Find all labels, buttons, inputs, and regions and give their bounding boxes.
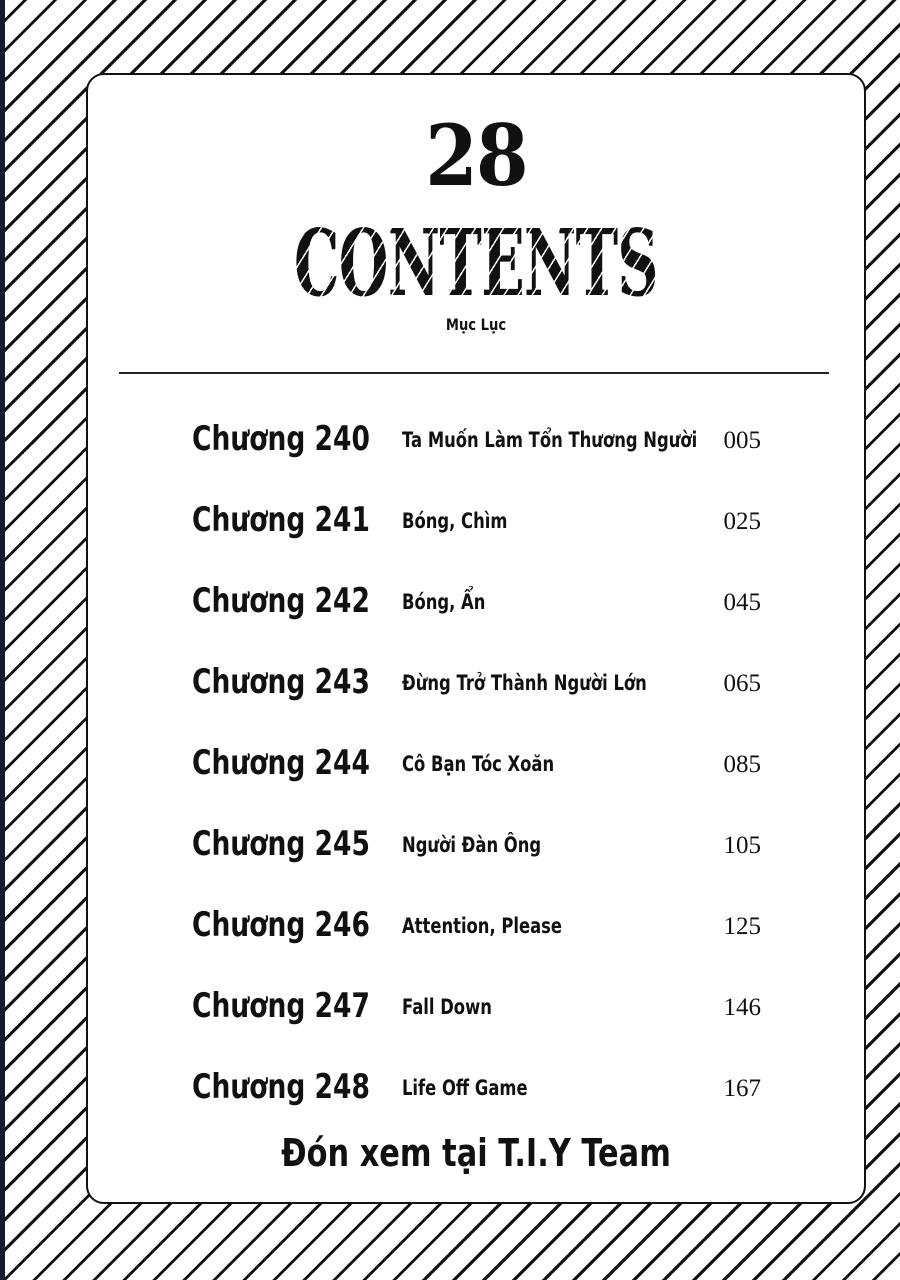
- page-title: CONTENTS: [235, 213, 716, 313]
- toc-entry: [88, 415, 864, 465]
- page-number: 146: [723, 994, 761, 1021]
- chapter-label: Chương 246: [192, 905, 370, 945]
- toc-entry: [88, 901, 864, 951]
- page-edge-strip: [0, 0, 5, 1280]
- volume-number: 28: [425, 106, 527, 205]
- chapter-label: Chương 240: [192, 419, 370, 459]
- chapter-label: Chương 244: [192, 743, 370, 783]
- chapter-title: Ta Muốn Làm Tổn Thương Người: [402, 428, 698, 452]
- page-number: 105: [723, 832, 761, 859]
- chapter-label: Chương 241: [192, 500, 370, 540]
- footer-credit: Đón xem tại T.I.Y Team: [281, 1131, 671, 1175]
- toc-entry: [88, 577, 864, 627]
- chapter-title: Cô Bạn Tóc Xoăn: [402, 752, 555, 776]
- page-number: 085: [723, 751, 761, 778]
- chapter-title: Fall Down: [402, 995, 492, 1019]
- chapter-label: Chương 242: [192, 581, 370, 621]
- chapter-title: Life Off Game: [402, 1076, 528, 1100]
- chapter-title: Người Đàn Ông: [402, 833, 542, 857]
- page-number: 025: [723, 508, 761, 535]
- toc-entry: [88, 496, 864, 546]
- divider: [119, 372, 829, 374]
- chapter-label: Chương 243: [192, 662, 370, 702]
- toc-entry: [88, 820, 864, 870]
- page-number: 045: [723, 589, 761, 616]
- page-number: 125: [723, 913, 761, 940]
- chapter-label: Chương 245: [192, 824, 370, 864]
- toc-entry: [88, 739, 864, 789]
- chapter-label: Chương 247: [192, 986, 370, 1026]
- chapter-title: Đừng Trở Thành Người Lớn: [402, 671, 647, 695]
- chapter-title: Attention, Please: [402, 914, 563, 938]
- toc-entry: [88, 1063, 864, 1113]
- chapter-title: Bóng, Chìm: [402, 509, 508, 533]
- page-number: 167: [723, 1075, 761, 1102]
- page-number: 065: [723, 670, 761, 697]
- page-number: 005: [723, 427, 761, 454]
- toc-entry: [88, 658, 864, 708]
- contents-panel: [86, 73, 866, 1204]
- page-subtitle: Mục Lục: [445, 315, 507, 334]
- toc-entry: [88, 982, 864, 1032]
- chapter-title: Bóng, Ẩn: [402, 590, 486, 614]
- chapter-label: Chương 248: [192, 1067, 370, 1107]
